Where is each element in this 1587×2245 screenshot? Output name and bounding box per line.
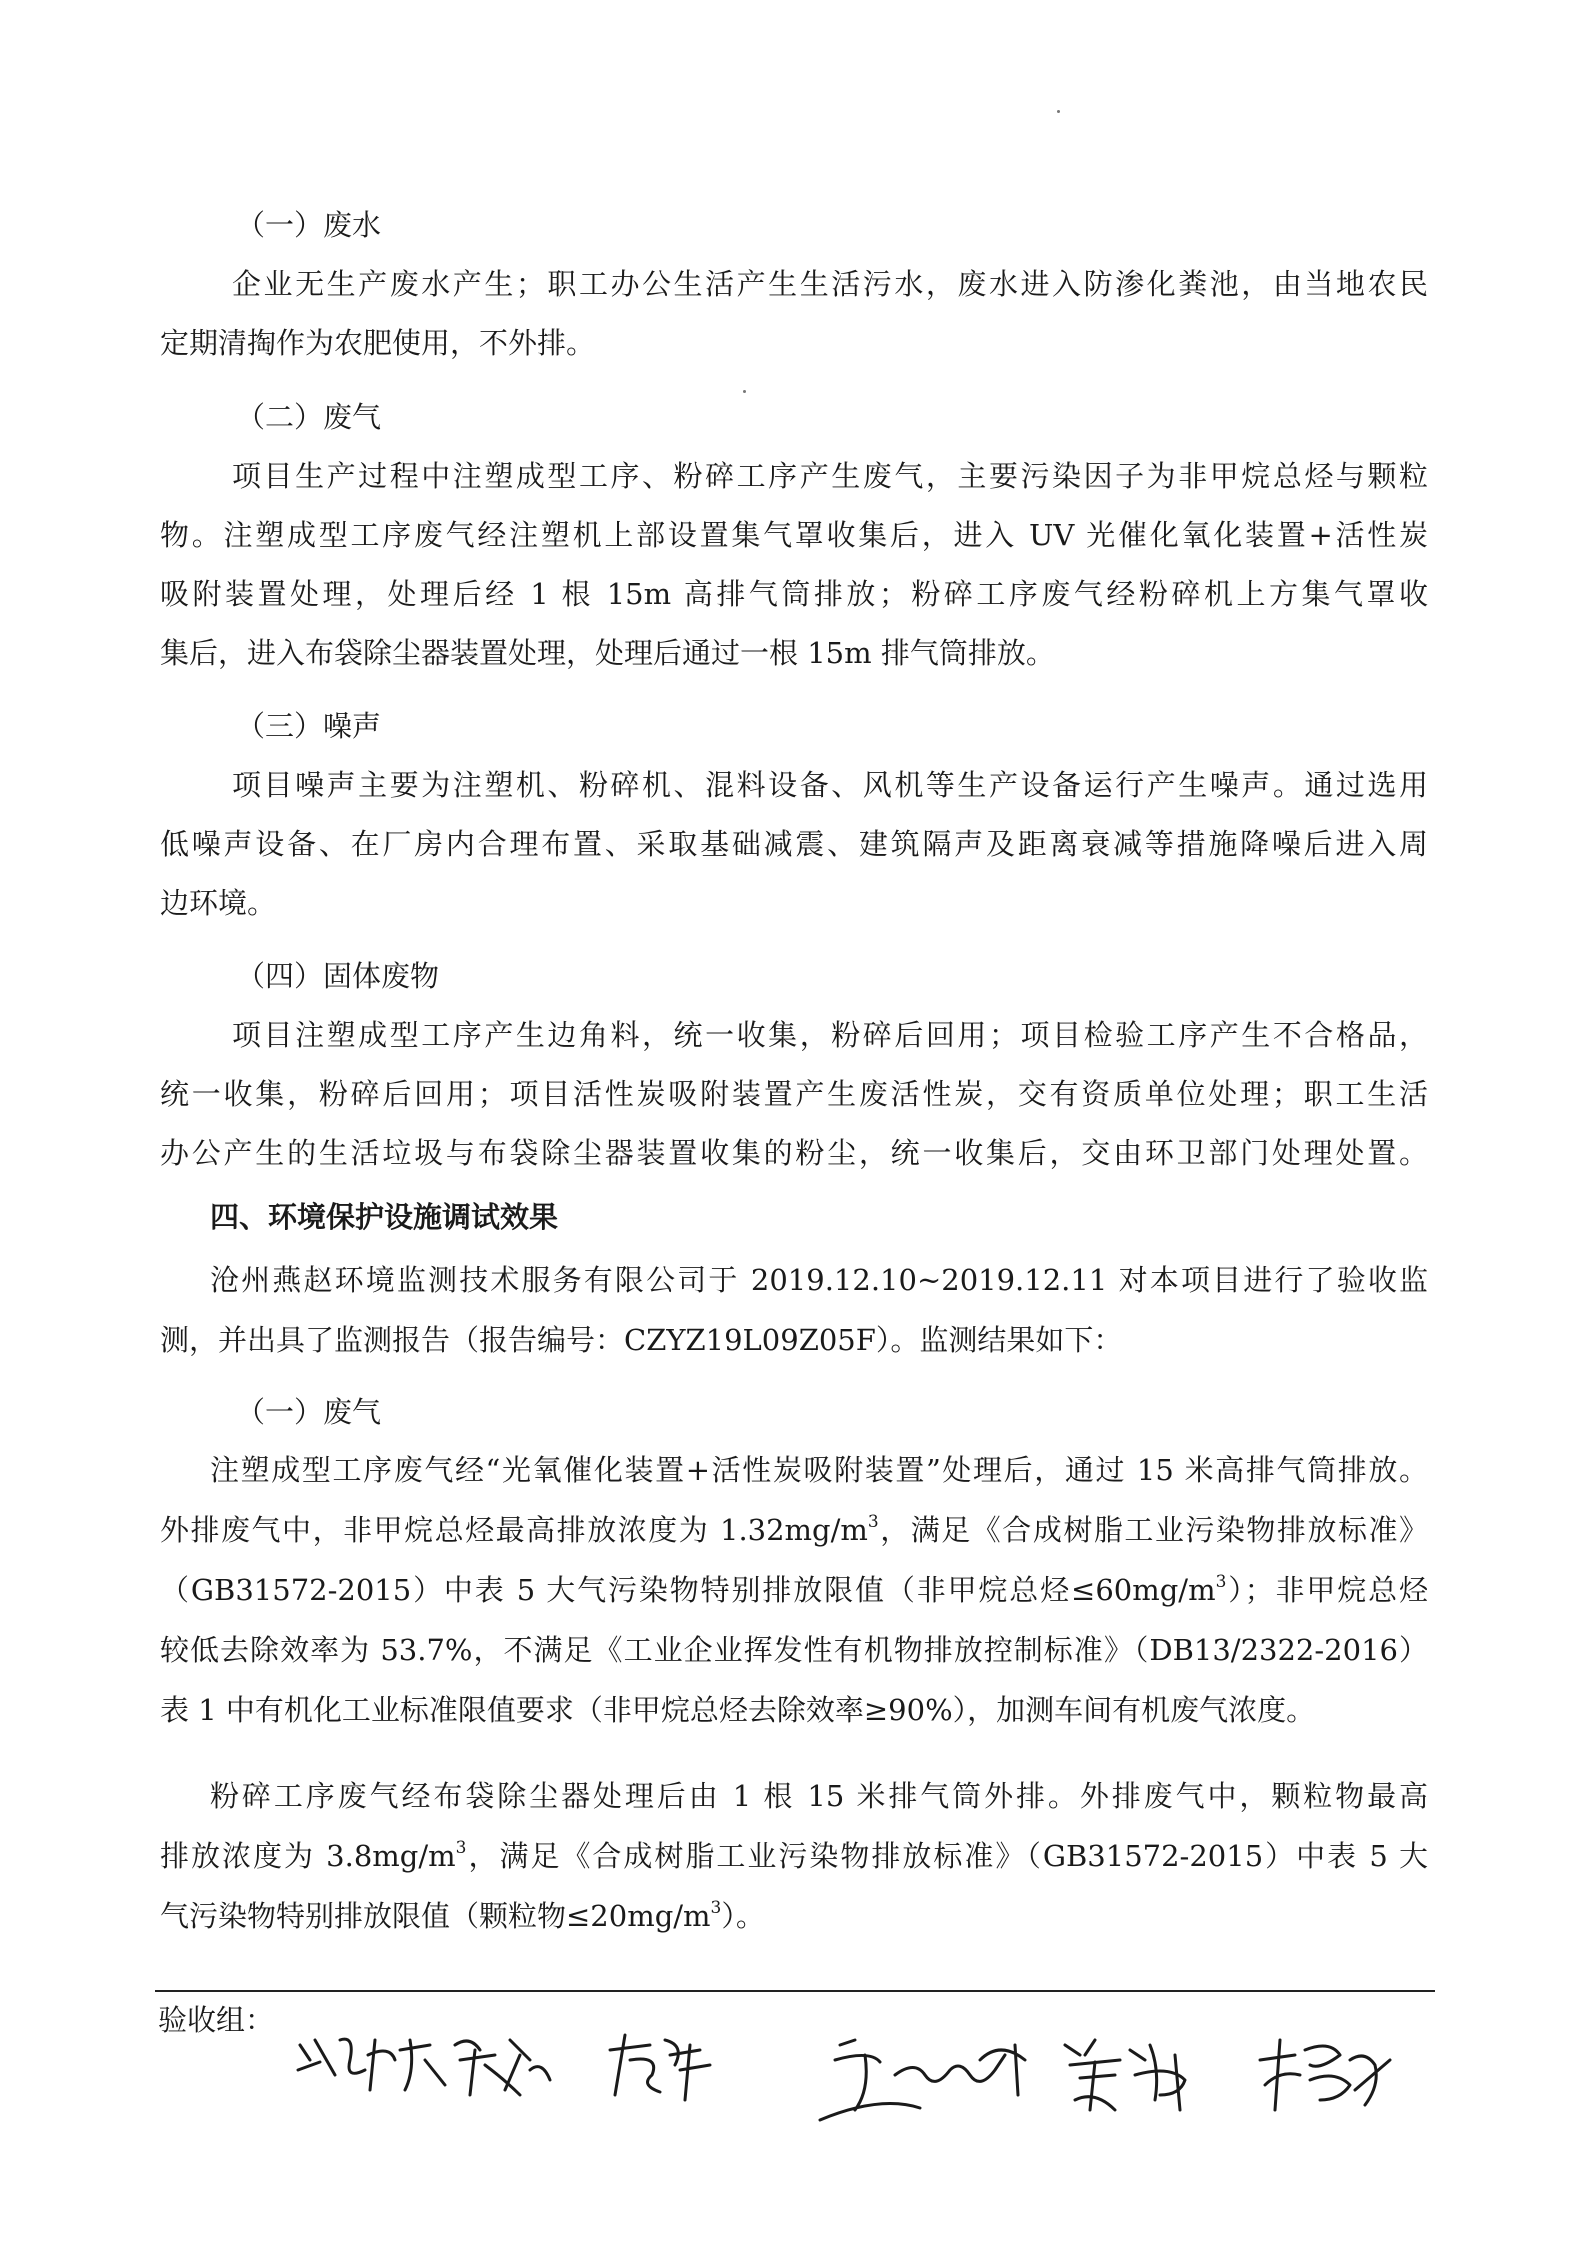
section-heading-solid-waste: （四）固体废物 [236, 959, 440, 993]
section-heading-noise: （三）噪声 [236, 709, 382, 743]
paragraph-line: 低噪声设备、在厂房内合理布置、采取基础减震、建筑隔声及距离衰减等措施降噪后进入周 [160, 827, 1428, 861]
paragraph-line: 较低去除效率为 53.7%，不满足《工业企业挥发性有机物排放控制标准》（DB13/2322-2016） [160, 1633, 1428, 1667]
paragraph-line: （GB31572-2015）中表 5 大气污染物特别排放限值（非甲烷总烃$\le 60mg/m^3$）；非甲烷总烃 [160, 1572, 1428, 1607]
acceptance-group-label: 验收组： [158, 2003, 275, 2037]
paragraph-line: 气污染物特别排放限值（颗粒物$\le 20mg/m^3$）。 [160, 1898, 765, 1933]
paragraph-line: 排放浓度为 $3.8mg/m^3$，满足《合成树脂工业污染物排放标准》（GB31572-2015）中表 5 大 [160, 1838, 1428, 1873]
part4-heading: 四、环境保护设施调试效果 [210, 1200, 559, 1234]
paragraph-line: 测，并出具了监测报告（报告编号：CZYZ19L09Z05F）。监测结果如下： [160, 1323, 1123, 1357]
paragraph-line: 表 1 中有机化工业标准限值要求（非甲烷总烃去除效率≥90%），加测车间有机废气浓度。 [160, 1693, 1316, 1727]
paragraph-line: 沧州燕赵环境监测技术服务有限公司于 2019.12.10~2019.12.11 对本项目进行了验收监 [210, 1263, 1428, 1297]
section-heading-wastewater: （一）废水 [236, 208, 382, 242]
paragraph-line: 项目生产过程中注塑成型工序、粉碎工序产生废气，主要污染因子为非甲烷总烃与颗粒 [232, 459, 1428, 493]
paragraph-line: 吸附装置处理，处理后经 1 根 15m 高排气筒排放；粉碎工序废气经粉碎机上方集气罩收 [160, 577, 1428, 611]
paragraph-line: 注塑成型工序废气经“光氧催化装置+活性炭吸附装置”处理后，通过 15 米高排气筒排放。 [210, 1453, 1428, 1487]
paragraph-line: 项目噪声主要为注塑机、粉碎机、混料设备、风机等生产设备运行产生噪声。通过选用 [232, 768, 1428, 802]
paragraph-line: 集后，进入布袋除尘器装置处理，处理后通过一根 15m 排气筒排放。 [160, 636, 1055, 670]
paragraph-line: 办公产生的生活垃圾与布袋除尘器装置收集的粉尘，统一收集后，交由环卫部门处理处置。 [160, 1136, 1428, 1170]
paragraph-line: 物。注塑成型工序废气经注塑机上部设置集气罩收集后，进入 UV 光催化氧化装置+活性炭 [160, 518, 1428, 552]
paragraph-line: 外排废气中，非甲烷总烃最高排放浓度为 $1.32mg/m^3$，满足《合成树脂工业污染物排放标准》 [160, 1512, 1428, 1547]
footer-divider [155, 1990, 1435, 1992]
section-heading-waste-gas: （二）废气 [236, 400, 382, 434]
scan-speck [1057, 110, 1060, 113]
subsection-heading-waste-gas: （一）废气 [236, 1395, 382, 1429]
paragraph-line: 项目注塑成型工序产生边角料，统一收集，粉碎后回用；项目检验工序产生不合格品， [232, 1018, 1428, 1052]
paragraph-line: 定期清掏作为农肥使用，不外排。 [160, 326, 596, 360]
handwritten-signatures [280, 2000, 1440, 2150]
paragraph-line: 边环境。 [160, 886, 277, 920]
scan-speck [743, 390, 746, 393]
paragraph-line: 粉碎工序废气经布袋除尘器处理后由 1 根 15 米排气筒外排。外排废气中，颗粒物最高 [210, 1779, 1428, 1813]
paragraph-line: 企业无生产废水产生；职工办公生活产生生活污水，废水进入防渗化粪池，由当地农民 [232, 267, 1428, 301]
paragraph-line: 统一收集，粉碎后回用；项目活性炭吸附装置产生废活性炭，交有资质单位处理；职工生活 [160, 1077, 1428, 1111]
